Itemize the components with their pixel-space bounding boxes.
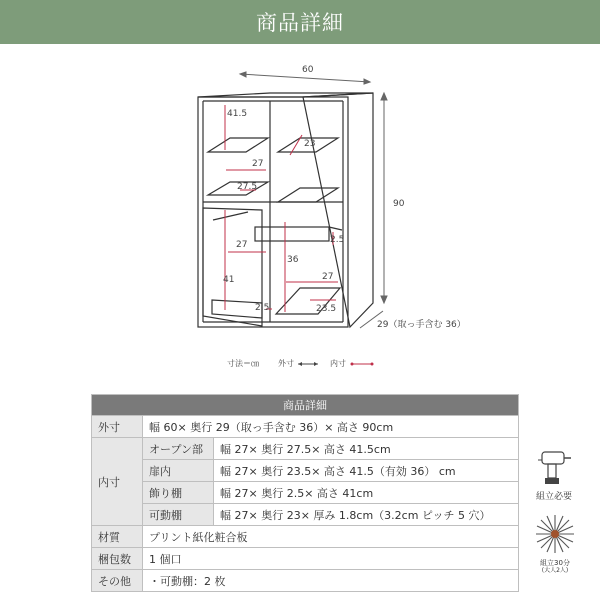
dim-label: 41 (223, 275, 235, 285)
assembly-time-label: 組立30分 (540, 559, 570, 567)
row-value: ・可動棚：2 枚 (143, 570, 519, 592)
row-value: 幅 27× 奥行 23.5× 高さ 41.5（有効 36） cm (214, 460, 519, 482)
row-value: 幅 60× 奥行 29（取っ手含む 36）× 高さ 90cm (143, 416, 519, 438)
drill-icon (536, 446, 572, 486)
sub-label: 可動棚 (143, 504, 214, 526)
table-row (92, 460, 519, 482)
table-row (92, 416, 519, 438)
row-value: 幅 27× 奥行 2.5× 高さ 41cm (214, 482, 519, 504)
sub-label: 扉内 (143, 460, 214, 482)
dim-label: 27 (252, 159, 264, 169)
row-label: 材質 (92, 526, 143, 548)
legend-inner: 内寸 (330, 359, 346, 368)
dimension-diagram (0, 44, 600, 384)
legend-outer: 外寸 (278, 359, 294, 368)
sub-label: オープン部 (143, 438, 214, 460)
table-row (92, 548, 519, 570)
table-row (92, 570, 519, 592)
row-value: 幅 27× 奥行 27.5× 高さ 41.5cm (214, 438, 519, 460)
width-label: 60 (302, 65, 314, 75)
dim-label: 41.5 (227, 109, 248, 119)
row-label: 梱包数 (92, 548, 143, 570)
assembly-label: 組立必要 (535, 492, 572, 502)
sub-label: 飾り棚 (143, 482, 214, 504)
table-row (92, 482, 519, 504)
dim-label: 36 (287, 255, 299, 265)
assembly-badge (527, 446, 581, 502)
dim-label: 27 (322, 272, 334, 282)
assembly-time-icon (533, 512, 577, 556)
table-title: 商品詳細 (92, 395, 519, 416)
page-title: 商品詳細 (0, 0, 600, 44)
dim-label: 23 (304, 139, 316, 149)
table-row (92, 526, 519, 548)
dim-label: 2.5 (255, 303, 270, 313)
dim-label: 27 (236, 240, 248, 250)
depth-label: 29（取っ手含む 36） (377, 320, 466, 330)
assembly-time-note: (大人2人) (541, 567, 569, 574)
dim-label: 23.5 (316, 304, 337, 314)
row-value: プリント紙化粧合板 (143, 526, 519, 548)
row-label: 内寸 (92, 438, 143, 526)
row-label: 外寸 (92, 416, 143, 438)
assembly-time-badge (527, 512, 583, 574)
table-row (92, 504, 519, 526)
legend-unit: 寸法＝㎝ (227, 359, 259, 368)
dimension-legend (227, 358, 374, 368)
row-label: その他 (92, 570, 143, 592)
height-label: 90 (393, 199, 405, 209)
dim-label: 27.5 (237, 182, 258, 192)
spec-table (91, 394, 519, 592)
dim-label: 2.5 (330, 235, 345, 245)
row-value: 幅 27× 奥行 23× 厚み 1.8cm（3.2cm ピッチ 5 穴） (214, 504, 519, 526)
row-value: 1 個口 (143, 548, 519, 570)
table-row (92, 438, 519, 460)
